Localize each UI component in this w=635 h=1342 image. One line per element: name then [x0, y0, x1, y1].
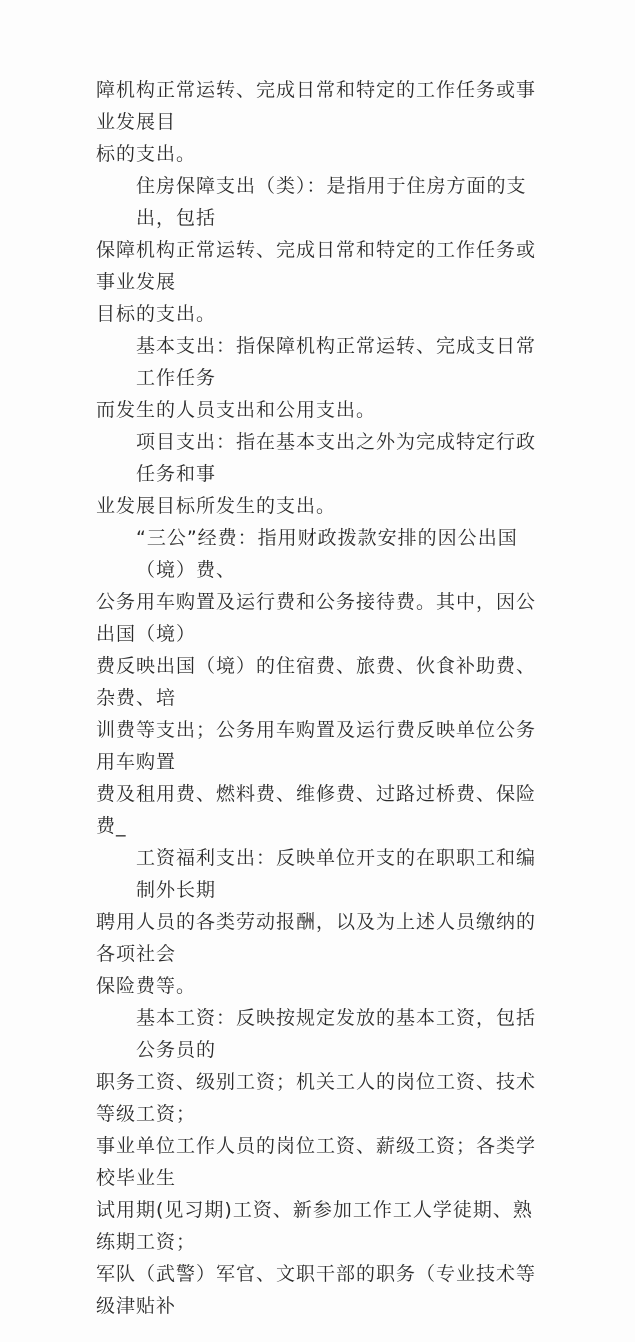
text-line: 保障机构正常运转、完成日常和特定的工作任务或事业发展: [96, 239, 537, 293]
text-line: “三公”经费：指用财政拨款安排的因公出国（境）费、: [136, 527, 518, 581]
text-line: 工资福利支出：反映单位开支的在职职工和编制外长期: [136, 847, 537, 901]
text-line: 目标的支出。: [96, 303, 217, 325]
text-line: 军队（武警）军官、文职干部的职务（专业技术等级津贴补: [96, 1263, 537, 1317]
text-line: 公务用车购置及运行费和公务接待费。其中，因公出国（境）: [96, 591, 537, 645]
text-line: 费反映出国（境）的住宿费、旅费、伙食补助费、杂费、培: [96, 655, 537, 709]
text-line: 而发生的人员支出和公用支出。: [96, 399, 377, 421]
paragraph: [96, 74, 536, 170]
text-line: 费及租用费、燃料费、维修费、过路过桥费、保险费_: [96, 783, 537, 837]
text-line: 业发展目标所发生的支出。: [96, 495, 337, 517]
body-text: [96, 74, 536, 1322]
text-line: 事业单位工作人员的岗位工资、薪级工资；各类学校毕业生: [96, 1135, 537, 1189]
paragraph: [96, 842, 536, 1002]
text-line: 职务工资、级别工资；机关工人的岗位工资、技术等级工资；: [96, 1071, 537, 1125]
text-line: 聘用人员的各类劳动报酬，以及为上述人员缴纳的各项社会: [96, 911, 537, 965]
text-line: 基本工资：反映按规定发放的基本工资，包括公务员的: [136, 1007, 537, 1061]
text-line: 障机构正常运转、完成日常和特定的工作任务或事业发展目: [96, 79, 537, 133]
paragraph: [96, 170, 536, 330]
paragraph: [96, 426, 536, 522]
text-line: 保险费等。: [96, 975, 197, 997]
text-line: 项目支出：指在基本支出之外为完成特定行政任务和事: [136, 431, 537, 485]
paragraph: [96, 330, 536, 426]
paragraph: [96, 1002, 536, 1322]
text-line: 住房保障支出（类）：是指用于住房方面的支出，包括: [136, 175, 527, 229]
paragraph: [96, 522, 536, 842]
text-line: 训费等支出；公务用车购置及运行费反映单位公务用车购置: [96, 719, 537, 773]
text-line: 基本支出：指保障机构正常运转、完成支日常工作任务: [136, 335, 537, 389]
text-line: 标的支出。: [96, 143, 197, 165]
text-line: 试用期(见习期)工资、新参加工作工人学徒期、熟练期工资；: [96, 1199, 533, 1253]
